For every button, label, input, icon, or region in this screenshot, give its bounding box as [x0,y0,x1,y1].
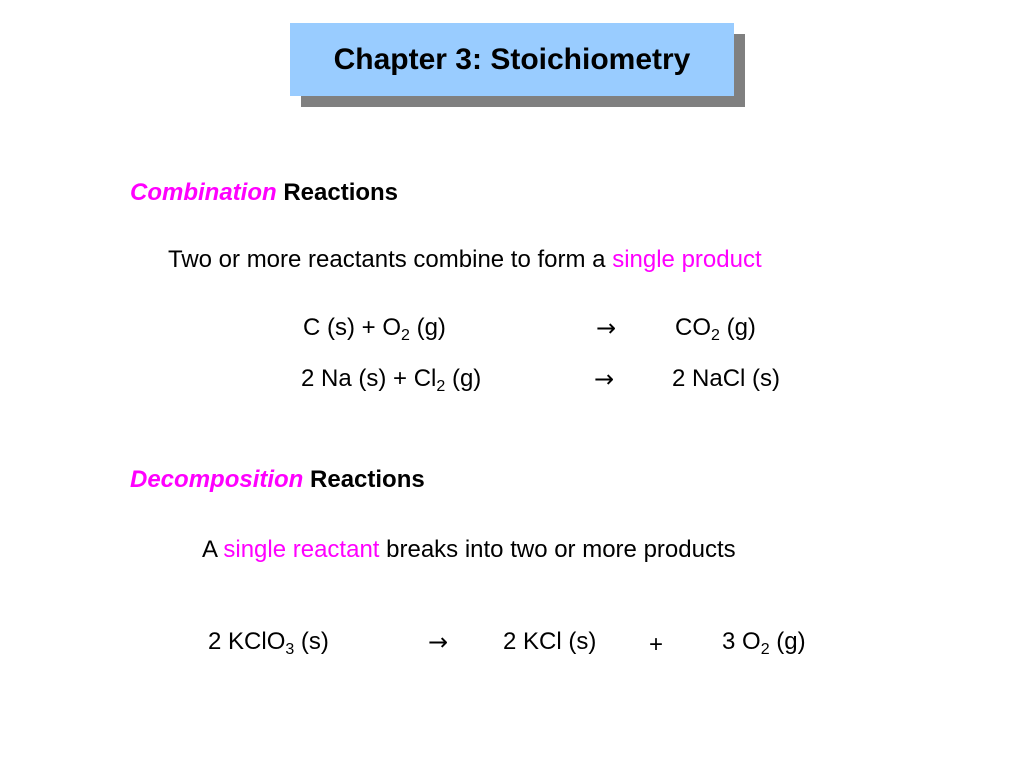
combination-desc-prefix: Two or more reactants combine to form a [168,246,606,273]
eq3-product2-sub: 2 [760,641,770,658]
equation-3-plus: + [649,631,664,658]
equation-2-reactants [301,365,482,395]
equation-2-product: 2 NaCl (s) [672,365,781,392]
slide-title: Chapter 3: Stoichiometry [333,42,691,76]
combination-heading-accent: Combination [130,179,277,206]
equation-3-arrow: → [428,628,449,656]
decomposition-desc-prefix: A [202,536,217,563]
eq1-reactants-post: (g) [409,314,446,341]
combination-description [168,248,762,272]
equation-3-product-1: 2 KCl (s) [503,628,597,655]
eq2-reactants-post: (g) [445,365,482,392]
eq1-reactants-sub: 2 [401,327,410,344]
eq1-reactants-pre: C (s) + O [303,314,402,341]
decomposition-heading-accent: Decomposition [130,466,304,493]
equation-1-reactants [303,314,446,344]
equation-3-product-2 [722,628,806,658]
eq1-product-pre: CO [675,314,711,341]
eq1-product-sub: 2 [711,327,720,344]
combination-desc-accent: single product [612,246,762,273]
decomposition-heading-rest: Reactions [310,466,425,493]
equation-1-product [675,314,756,344]
combination-heading-rest: Reactions [283,179,399,206]
eq3-reactant-sub: 3 [285,641,295,658]
eq3-product2-pre: 3 O [722,628,761,655]
eq3-reactant-pre: 2 KClO [208,628,286,655]
combination-heading [130,181,398,205]
decomposition-description [202,538,736,562]
eq1-product-post: (g) [719,314,756,341]
equation-1-arrow: → [596,314,617,342]
eq2-reactants-sub: 2 [436,378,446,395]
decomposition-heading [130,468,425,492]
eq2-reactants-pre: 2 Na (s) + Cl [301,365,437,392]
decomposition-desc-accent: single reactant [223,536,380,563]
eq3-reactant-post: (s) [294,628,329,655]
equation-3-reactant [208,628,329,658]
eq3-product2-post: (g) [769,628,806,655]
title-box [290,23,734,96]
equation-2-arrow: → [594,365,615,393]
decomposition-desc-suffix: breaks into two or more products [386,536,736,563]
